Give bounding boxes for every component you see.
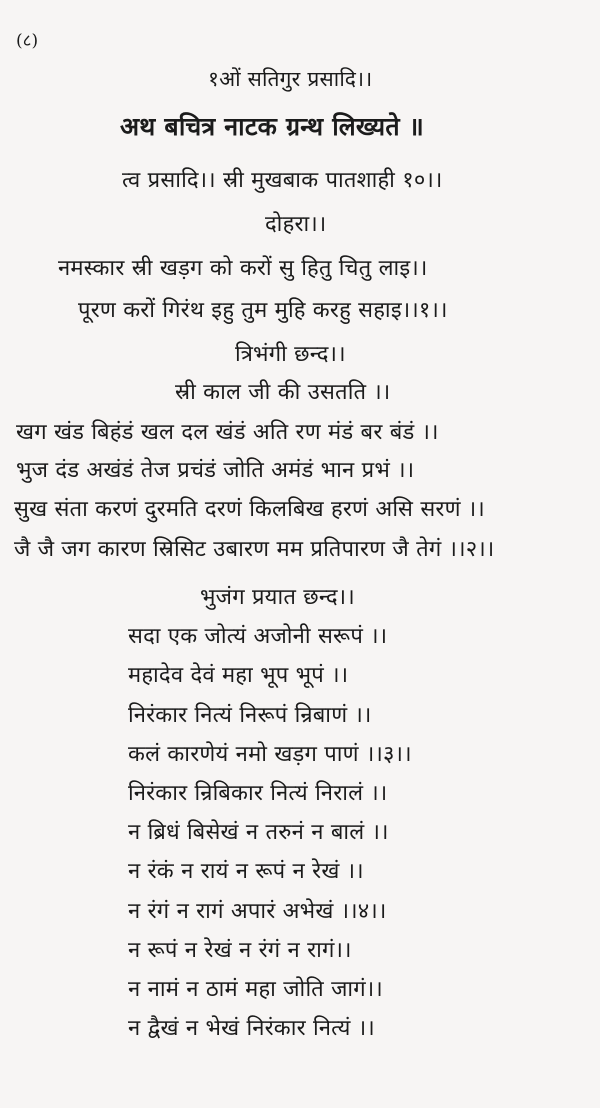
bhujang-line-5: निरंकार न्रिबिकार नित्यं निरालं ।। [128,781,388,806]
bhujang-line-6: न ब्रिधं बिसेखं न तरुनं न बालं ।। [128,820,389,845]
bhujang-line-3: निरंकार नित्यं निरूपं न्रिबाणं ।। [128,703,372,728]
tribhangi-line-4: जै जै जग कारण स्रिसिट उबारण मम प्रतिपारण जै तेगं ।।२।। [14,537,495,562]
subtitle-line: त्व प्रसादि।। स्री मुखबाक पातशाही १०।। [122,168,443,193]
dohra-heading: दोहरा।। [265,212,327,237]
bhujang-heading: भुजंग प्रयात छन्द।। [200,585,355,610]
tribhangi-line-3: सुख संता करणं दुरमति दरणं किलबिख हरणं असि सरणं ।। [14,497,485,522]
bhujang-line-7: न रंकं न रायं न रूपं न रेखं ।। [128,859,364,884]
bhujang-line-9: न रूपं न रेखं न रंगं न रागं।। [128,938,352,963]
tribhangi-line-1: खग खंड बिहंडं खल दल खंडं अति रण मंडं बर बंडं ।। [16,420,439,445]
page-title: अथ बचित्र नाटक ग्रन्थ लिख्यते ॥ [120,112,424,141]
ustati-heading: स्री काल जी की उसतति ।। [175,380,391,405]
bhujang-line-1: सदा एक जोत्यं अजोनी सरूपं ।। [128,624,388,649]
dohra-line-1: नमस्कार स्री खड़ग को करों सु हितु चितु लाइ।। [58,256,428,281]
bhujang-line-4: कलं कारणेयं नमो खड़ग पाणं ।।३।। [128,742,412,767]
tribhangi-heading: त्रिभंगी छन्द।। [235,342,346,367]
bhujang-line-11: न द्वैखं न भेखं निरंकार नित्यं ।। [128,1016,375,1041]
dohra-line-2: पूरण करों गिरंथ इहु तुम मुहि करहु सहाइ।।१।। [78,298,448,323]
page-number: (८) [16,31,39,51]
bhujang-line-8: न रंगं न रागं अपारं अभेखं ।।४।। [128,899,387,924]
invocation-line: १ओं सतिगुर प्रसादि।। [208,67,373,91]
tribhangi-line-2: भुज दंड अखंडं तेज प्रचंडं जोति अमंडं भान प्रभं ।। [16,458,415,483]
bhujang-line-10: न नामं न ठामं महा जोति जागं।। [128,977,383,1002]
bhujang-line-2: महादेव देवं महा भूप भूपं ।। [128,663,349,688]
